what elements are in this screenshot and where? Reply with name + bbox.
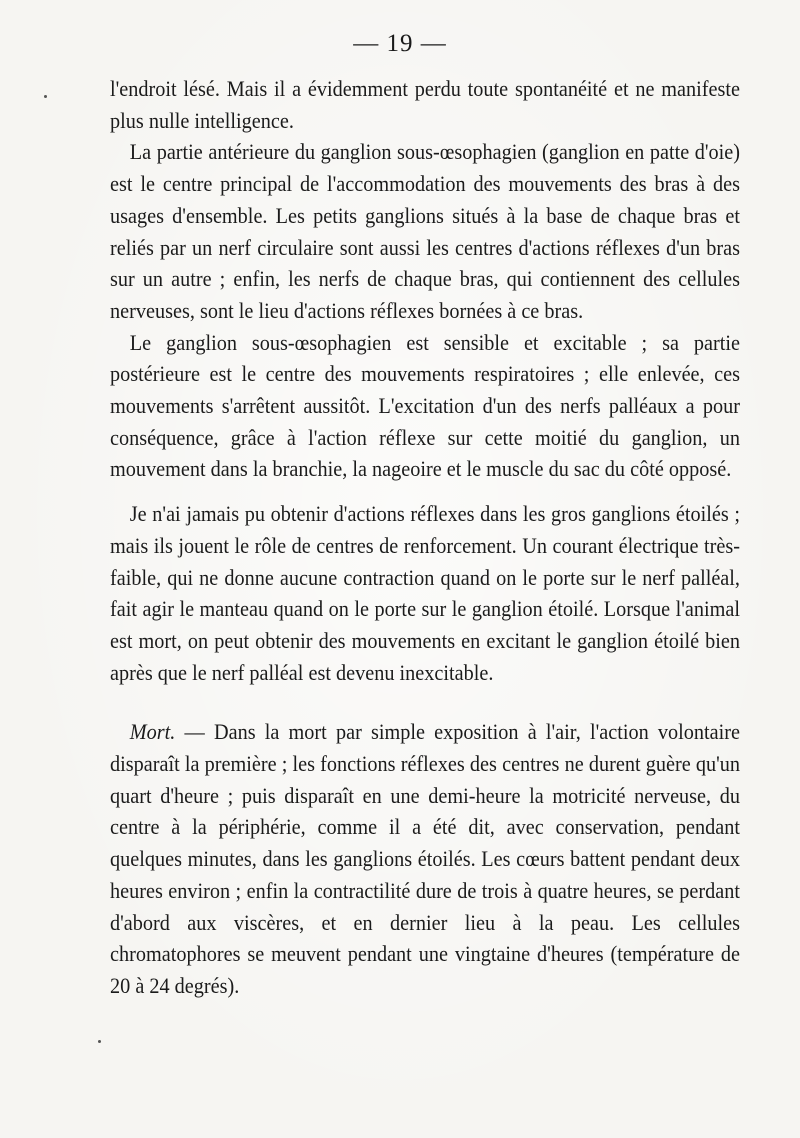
paragraph-5-text: — Dans la mort par simple exposition à l'air, l'action volontaire disparaît la première ; les fonctions réflexes des centres ne durent guère qu'un quart d'heure ; puis disparaît en une demi-heure la motricité nerveuse, du centre à la périphérie, comme il a été dit, avec conservation, pendant quelques minutes, dans les ganglions étoilés. Les cœurs battent pendant deux heures environ ; enfin la contractilité dure de trois à quatre heures, se perdant d'abord aux viscères, et en dernier lieu à la peau. Les cellules chromatophores se meuvent pendant une vingtaine d'heures (température de 20 à 24 degrés). xyxy=(110,719,740,998)
paragraph-5 xyxy=(110,716,740,1001)
body-text xyxy=(110,73,740,1002)
print-speck xyxy=(98,1040,101,1043)
paragraph-1: l'endroit lésé. Mais il a évidemment perdu toute spontanéité et ne manifeste plus nulle intelligence. xyxy=(110,76,740,133)
section-lead-mort: Mort. xyxy=(129,719,176,745)
paragraph-3: Le ganglion sous-œsophagien est sensible et excitable ; sa partie postérieure est le centre des mouvements respiratoires ; elle enlevée, ces mouvements s'arrêtent aussitôt. L'excitation d'un des nerfs palléaux a pour conséquence, grâce à l'action réflexe sur cette moitié du ganglion, un mouvement dans la branchie, la nageoire et le muscle du sac du côté opposé. xyxy=(110,329,741,482)
paragraph-2: La partie antérieure du ganglion sous-œsophagien (ganglion en patte d'oie) est le centre principal de l'accommodation des mouvements des bras à des usages d'ensemble. Les petits ganglions situés à la base de chaque bras et reliés par un nerf circulaire sont aussi les centres d'actions réflexes d'un bras sur un autre ; enfin, les nerfs de chaque bras, qui contiennent des cellules nerveuses, sont le lieu d'actions réflexes bornées à ce bras. xyxy=(110,139,741,323)
paragraph-4: Je n'ai jamais pu obtenir d'actions réflexes dans les gros ganglions étoilés ; mais ils jouent le rôle de centres de renforcement. Un courant électrique très-faible, qui ne donne aucune contraction quand on le porte sur le nerf palléal, fait agir le manteau quand on le porte sur le ganglion étoilé. Lorsque l'animal est mort, on peut obtenir des mouvements en excitant le ganglion étoilé bien après que le nerf palléal est devenu inexcitable. xyxy=(110,501,741,685)
page-number: — 19 — xyxy=(353,30,447,57)
print-speck xyxy=(44,95,47,98)
